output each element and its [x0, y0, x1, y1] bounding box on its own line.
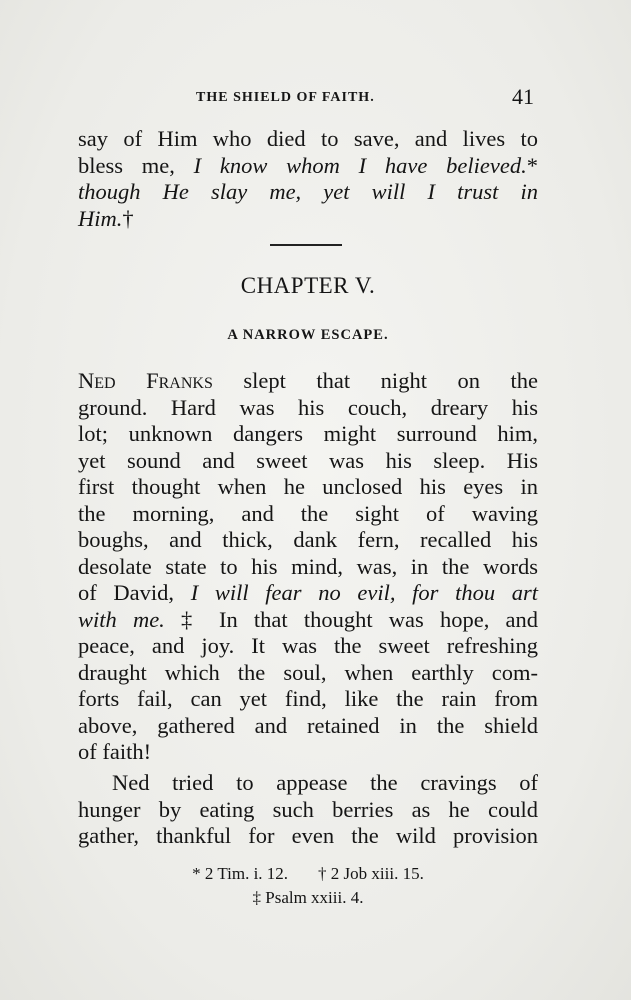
italic-quote: I know whom I have believed. [193, 152, 527, 178]
text-line: gather, thankful for even the wild provision [78, 823, 538, 848]
italic-quote: though He slay me, yet will I trust in [78, 179, 538, 204]
text-span: In that thought was hope, and [202, 606, 539, 632]
opening-paragraph [78, 126, 538, 232]
text-line: say of Him who died to save, and lives to [78, 126, 538, 151]
text-line: lot; unknown dangers might surround him, [78, 421, 538, 446]
text-line: forts fail, can yet find, like the rain from [78, 686, 538, 711]
text-line: Ned tried to appease the cravings of [112, 770, 538, 795]
text-line [78, 368, 538, 395]
text-line [78, 607, 538, 634]
text-line: of faith! [78, 739, 152, 764]
text-line: boughs, and thick, dank fern, recalled his [78, 527, 538, 552]
italic-quote: with me. [78, 606, 165, 632]
chapter-title: CHAPTER V. [240, 273, 376, 298]
footnote-marker: ‡ [181, 606, 203, 632]
footnote: ‡ Psalm xxiii. 4. [252, 888, 364, 907]
footnote-row [78, 862, 538, 886]
text-line: desolate state to his mind, was, in the words [78, 553, 538, 579]
footnote-marker: † [122, 205, 134, 231]
text-span: of David, [78, 580, 191, 605]
text-line [78, 206, 538, 233]
text-line: peace, and joy. It was the sweet refreshing [78, 633, 538, 658]
page-number: 41 [512, 84, 534, 109]
italic-quote: Him. [78, 205, 123, 231]
running-head [78, 84, 538, 114]
text-line: hunger by eating such berries as he could [78, 796, 538, 822]
character-name: Ned Franks [78, 368, 213, 393]
text-line: the morning, and the sight of waving [78, 500, 538, 526]
text-span: bless me, [78, 152, 194, 178]
italic-quote: I will fear no evil, for thou art [190, 580, 538, 605]
footnote: † 2 Job xiii. 15. [318, 864, 424, 883]
text-line: draught which the soul, when earthly com- [78, 659, 538, 685]
chapter-subtitle: A NARROW ESCAPE. [227, 327, 389, 343]
paragraph [78, 368, 538, 766]
footnote: * 2 Tim. i. 12. [192, 864, 289, 883]
footnote-row [78, 886, 538, 910]
text-line: first thought when he unclosed his eyes in [78, 474, 538, 499]
running-title: THE SHIELD OF FAITH. [196, 90, 375, 105]
paragraph [78, 770, 538, 850]
text-line [78, 153, 538, 180]
text-line: above, gathered and retained in the shield [78, 712, 538, 738]
text-line [78, 179, 538, 206]
footnotes [78, 862, 538, 910]
text-line: ground. Hard was his couch, dreary his [78, 394, 538, 420]
text-line: yet sound and sweet was his sleep. His [78, 447, 538, 473]
footnote-marker: * [526, 152, 538, 178]
section-divider [270, 244, 342, 246]
text-line [78, 580, 538, 607]
text-span: slept that night on the [243, 368, 538, 393]
